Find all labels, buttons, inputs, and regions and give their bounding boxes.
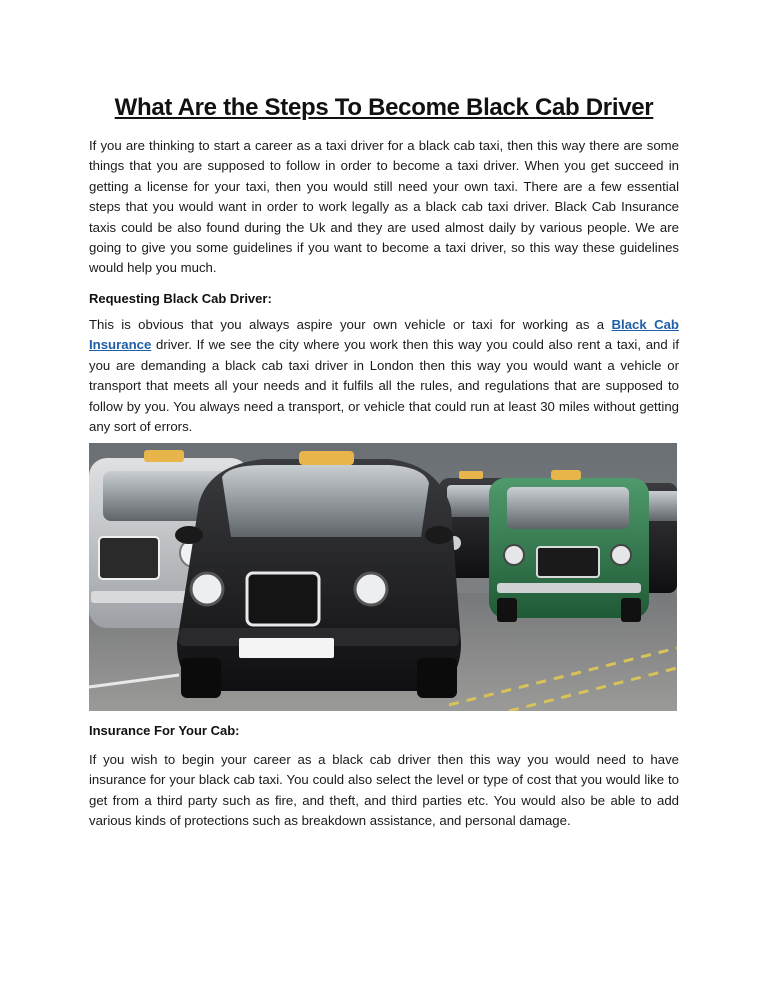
page-title: What Are the Steps To Become Black Cab Driver: [114, 94, 654, 121]
number-plate: [239, 638, 334, 658]
intro-paragraph: If you are thinking to start a career as a taxi driver for a black cab taxi, then this way there are some things that you are supposed to follow in order to become a taxi driver. When you get succeed in getting a license for your taxi, then you would still need your own taxi. There are a few essential steps that you would want in order to work legally as a black cab taxi driver. Black Cab Insurance taxis could be also found during the Uk and they are used almost daily by various people. We are going to give you some guidelines if you want to become a taxi driver, so this way these guidelines would help you much.: [89, 138, 679, 276]
cab-grille: [247, 573, 319, 625]
section-heading-insurance: Insurance For Your Cab:: [89, 723, 240, 738]
cab-headlight-right: [355, 573, 387, 605]
cab-headlight-left: [191, 573, 223, 605]
section-paragraph-requesting: [89, 315, 679, 437]
section-paragraph-insurance: If you wish to begin your career as a black cab driver then this way you would need to have insurance for your black cab taxi. You could also select the level or type of cost that you would like to get from a third party such as fire, and theft, and third parties etc. You would also be able to add various kinds of protections such as breakdown assistance, and personal damage.: [89, 752, 679, 829]
green-cab: [489, 470, 649, 622]
black-cab-taxis-photo: [89, 443, 677, 711]
paragraph-text-start: This is obvious that you always aspire your own vehicle or taxi for working as a: [89, 317, 612, 332]
paragraph-text-end: driver. If we see the city where you work then this way you could also rent a taxi, and if you are demanding a black cab taxi driver in London then this way you would want a vehicle or transport that meets all your needs and it fulfils all the rules, and regulations that are supposed to follow by you. You always need a transport, or vehicle that could run at least 30 miles without getting any sort of errors.: [89, 337, 679, 435]
taxi-roof-light: [299, 451, 354, 465]
section-heading-requesting: Requesting Black Cab Driver:: [89, 291, 272, 306]
black-cab-insurance-link[interactable]: Black Cab Insurance: [89, 317, 679, 353]
main-black-cab: [175, 451, 461, 698]
